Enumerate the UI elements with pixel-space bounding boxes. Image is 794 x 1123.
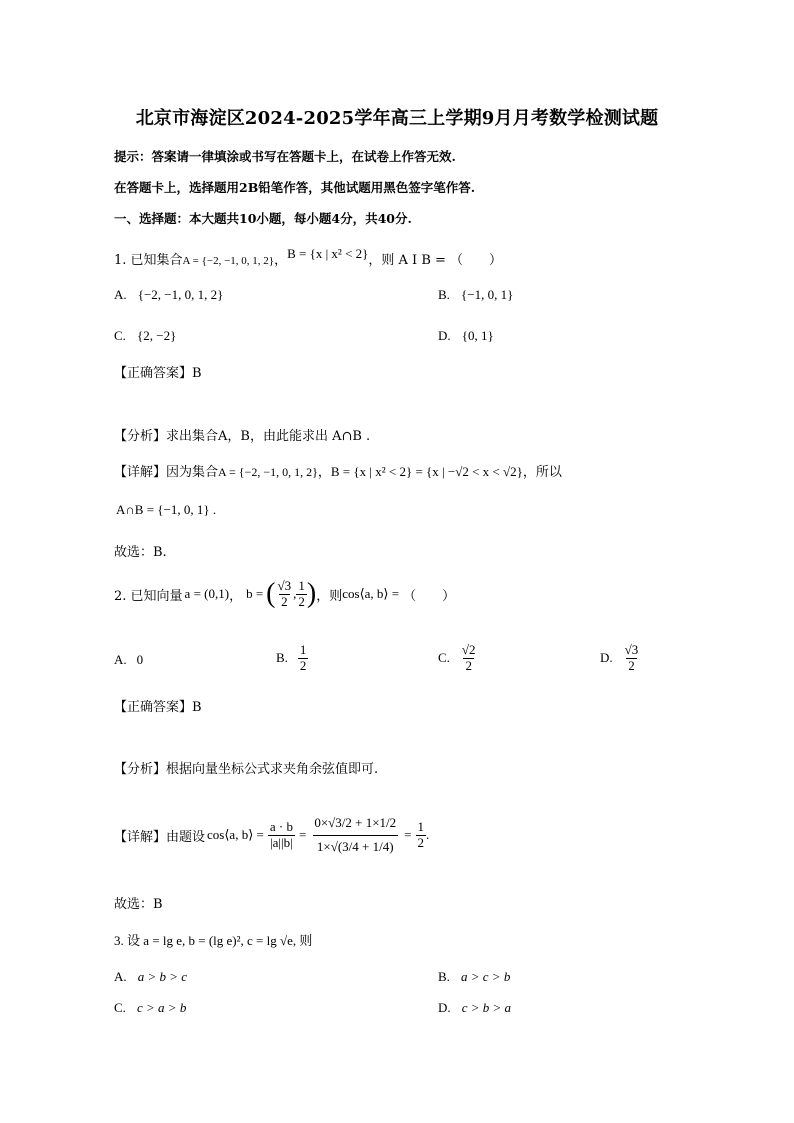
q2-cos-expr: cos⟨a, b⟩ = — [342, 586, 400, 601]
q2-paren-close: ) — [306, 578, 317, 609]
q2-option-d-frac — [623, 643, 641, 673]
q2-option-a-label: A. — [114, 652, 127, 667]
hint-line-2: 在答题卡上，选择题用2B铅笔作答，其他试题用黑色签字笔作答. — [114, 180, 476, 195]
q2-option-d-label: D. — [600, 650, 613, 665]
q1-option-a — [114, 284, 223, 303]
q2-analysis-text: 根据向量坐标公式求夹角余弦值即可. — [166, 762, 379, 777]
q1-detail-set-b: B = {x | x² < 2} = {x | −√2 < x < √2} — [330, 464, 523, 479]
q3-option-a — [114, 966, 187, 985]
q2-option-a — [114, 640, 143, 680]
q1-set-b: B = {x | x² < 2} — [287, 246, 369, 261]
q1-detail-text-e: ，所以 — [522, 465, 562, 480]
q1-option-b-label: B. — [438, 287, 450, 302]
hint-line-1: 提示：答案请一律填涂或书写在答题卡上，在试卷上作答无效. — [114, 149, 456, 164]
q3-option-b-value: a > c > b — [461, 969, 511, 984]
q2-detail-eq-1: = — [298, 827, 307, 842]
q2-option-c-frac — [460, 643, 478, 673]
q1-prefix: 1. 已知集合 — [114, 253, 183, 268]
q2-conclusion: 故选：B — [114, 897, 163, 912]
q3-option-c — [114, 997, 186, 1016]
q2-vector-b-num-2: 1 — [298, 578, 305, 594]
q1-option-a-value: {−2, −1, 0, 1, 2} — [137, 287, 224, 302]
q3-option-d — [438, 997, 511, 1016]
q1-tail: ，则 A I B = （ ） — [368, 253, 503, 268]
q2-option-a-value: 0 — [136, 652, 144, 667]
q3-option-a-label: A. — [114, 969, 127, 984]
q3-option-c-label: C. — [114, 1000, 126, 1015]
q2-option-d-den: 2 — [628, 657, 635, 673]
q1-option-d-value: {0, 1} — [461, 328, 494, 343]
q1-option-b — [438, 284, 513, 303]
q2-option-b-den: 2 — [299, 657, 307, 673]
q2-detail-frac-2-num: 0×√3/2 + 1×1/2 — [314, 815, 397, 831]
q2-detail-frac-1 — [268, 820, 295, 850]
q1-analysis-text: 求出集合A，B，由此能求出 A∩B . — [166, 429, 371, 444]
q2-tail-pre: ，则 — [316, 588, 343, 604]
q1-option-b-value: {−1, 0, 1} — [461, 287, 514, 302]
q3-option-c-value: c > a > b — [137, 1000, 187, 1015]
q1-option-c-label: C. — [114, 328, 126, 343]
q2-detail-frac-1-den: |a||b| — [270, 834, 293, 850]
q2-option-d-num: √3 — [624, 642, 639, 658]
q1-answer: 【正确答案】B — [114, 366, 202, 381]
q2-vector-b-sep: , — [293, 586, 297, 601]
q2-detail-eq-2: = — [404, 827, 412, 842]
q2-detail — [114, 795, 429, 875]
q3-option-d-value: c > b > a — [461, 1000, 512, 1015]
q2-vector-b-den-2: 2 — [298, 593, 305, 609]
q2-detail-frac-1-num: a · b — [269, 819, 293, 835]
q2-option-c-den: 2 — [465, 657, 472, 673]
q2-comma: ， — [229, 588, 243, 604]
q3-option-a-value: a > b > c — [137, 969, 188, 984]
q1-detail-line-2: A∩B = {−1, 0, 1} . — [116, 502, 217, 517]
q1-analysis-tag: 【分析】 — [114, 429, 167, 444]
q2-stem — [114, 572, 455, 616]
q2-detail-result-den: 2 — [417, 834, 425, 850]
q1-detail-set-a: A = {−2, −1, 0, 1, 2} — [218, 465, 318, 479]
q2-option-c-num: √2 — [461, 642, 476, 658]
q2-prefix: 2. 已知向量 — [114, 588, 183, 604]
q2-vector-b-pre: b = — [246, 586, 264, 601]
q1-analysis — [114, 425, 370, 444]
q2-detail-result-num: 1 — [417, 819, 425, 835]
q2-option-b-label: B. — [276, 650, 288, 665]
q2-detail-frac-2-den: 1×√(3/4 + 1/4) — [313, 835, 398, 858]
q1-conclusion: 故选：B. — [114, 545, 167, 560]
q1-detail-text-a: 因为集合 — [166, 465, 219, 480]
q2-option-d — [600, 638, 640, 678]
q2-detail-tag: 【详解】 — [114, 829, 167, 845]
q2-analysis-tag: 【分析】 — [114, 762, 167, 777]
q3-option-b — [438, 966, 510, 985]
q2-vector-b-den-1: 2 — [281, 593, 288, 609]
q1-set-a: A = {−2, −1, 0, 1, 2} — [182, 255, 275, 267]
q1-option-d-label: D. — [438, 328, 451, 343]
q1-option-d — [438, 325, 494, 344]
q2-option-c — [438, 638, 478, 678]
q1-detail-tag: 【详解】 — [114, 465, 167, 480]
q2-detail-frac-2 — [310, 812, 400, 858]
q2-vector-b-frac-1 — [276, 578, 297, 609]
section-title: 一、选择题：本大题共10小题，每小题4分，共40分. — [114, 211, 412, 226]
page-title: 北京市海淀区2024-2025学年高三上学期9月月考数学检测试题 — [135, 108, 659, 129]
q2-vector-a: a = (0,1) — [184, 586, 230, 601]
q3-option-d-label: D. — [438, 1000, 451, 1015]
q2-paren-open: ( — [266, 578, 276, 609]
q1-option-c-value: {2, −2} — [137, 328, 177, 343]
q2-analysis — [114, 758, 378, 777]
q1-stem — [114, 246, 503, 268]
q2-vector-b-frac-2 — [296, 579, 307, 609]
q2-option-c-label: C. — [438, 650, 450, 665]
q1-option-a-label: A. — [114, 287, 127, 302]
q2-answer: 【正确答案】B — [114, 700, 202, 715]
q2-detail-result — [416, 819, 430, 850]
q2-detail-period: . — [426, 827, 430, 842]
q2-detail-pre: 由题设 — [166, 829, 206, 845]
q2-option-b-num: 1 — [299, 642, 307, 658]
q3-option-b-label: B. — [438, 969, 450, 984]
q2-vector-b-num-1: √3 — [277, 578, 292, 594]
q2-option-b — [276, 638, 308, 678]
q1-detail-comma: ， — [317, 465, 331, 480]
q2-option-b-frac — [298, 643, 309, 673]
q3-stem: 3. 设 a = lg e, b = (lg e)², c = lg √e, 则 — [114, 933, 313, 948]
q2-detail-cos: cos⟨a, b⟩ = — [207, 827, 264, 842]
q1-comma: ， — [274, 253, 288, 268]
q1-detail-line-1 — [114, 461, 562, 480]
q1-option-c — [114, 325, 176, 344]
q2-tail: （ ） — [403, 588, 456, 604]
